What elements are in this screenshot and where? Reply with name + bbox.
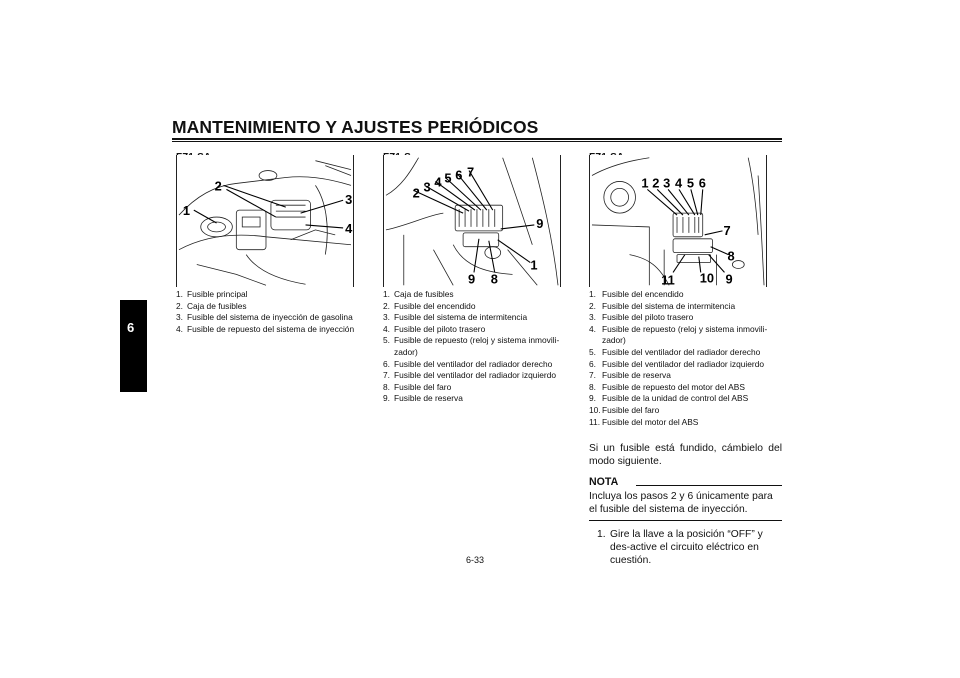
fuse-figure-3 (589, 155, 767, 287)
fig1-callout: 2 (214, 178, 222, 194)
fig3-callout: 10 (699, 270, 715, 286)
title-rule (172, 138, 782, 140)
legend-item: 2. Caja de fusibles (176, 300, 247, 311)
fig3-callout: 3 (663, 175, 671, 191)
fig1-callout: 3 (345, 192, 353, 208)
legend-item: 2. Fusible del sistema de intermitencia (589, 300, 736, 311)
fuse-figure-3-drawing (590, 155, 766, 287)
legend-item: 4. Fusible del piloto trasero (383, 323, 486, 334)
legend-item: 6. Fusible del ventilador del radiador izquierdo (589, 358, 765, 369)
fig2-callout: 1 (530, 257, 538, 273)
note-end-rule (589, 520, 782, 521)
legend-3 (589, 289, 784, 428)
chapter-tab (120, 300, 147, 392)
legend-item: 8. Fusible de repuesto del motor del ABS (589, 381, 745, 392)
fig1-callout: 1 (182, 203, 191, 219)
legend-item: 8. Fusible del faro (383, 381, 452, 392)
fuse-figure-2-drawing (384, 155, 560, 287)
chapter-tab-number: 6 (127, 320, 135, 335)
legend-item: 6. Fusible del ventilador del radiador derecho (383, 358, 553, 369)
step-text: Gire la llave a la posición “OFF” y des-active el circuito eléctrico en cuestión. (610, 529, 763, 567)
step-item (597, 528, 782, 568)
legend-item: 7. Fusible de reserva (589, 370, 671, 381)
note-text: Incluya los pasos 2 y 6 únicamente para el fusible del sistema de inyección. (589, 491, 773, 516)
legend-item: 11. Fusible del motor del ABS (589, 416, 699, 427)
legend-item: 5. Fusible del ventilador del radiador derecho (589, 346, 761, 357)
legend-item: 7. Fusible del ventilador del radiador izquierdo (383, 370, 557, 381)
legend-1 (176, 289, 371, 335)
legend-item: 1. Fusible del encendido (589, 289, 684, 299)
fuse-figure-1-drawing (177, 155, 353, 287)
fig2-callout: 9 (536, 215, 544, 231)
fuse-figure-1 (176, 155, 354, 287)
legend-item: 3. Fusible del sistema de inyección de gasolina (176, 312, 353, 323)
legend-2 (383, 289, 578, 405)
fig3-callout: 11 (661, 272, 675, 287)
fig3-callout: 7 (723, 222, 731, 238)
legend-item: 3. Fusible del sistema de intermitencia (383, 312, 528, 323)
legend-item: 5. Fusible de repuesto (reloj y sistema inmovili-zador) (383, 335, 560, 357)
legend-item: 2. Fusible del encendido (383, 300, 476, 311)
legend-item: 9. Fusible de la unidad de control del ABS (589, 393, 749, 404)
fig3-callout: 5 (686, 175, 695, 191)
page-title: MANTENIMIENTO Y AJUSTES PERIÓDICOS (172, 117, 539, 137)
note-header (589, 476, 782, 488)
fuse-figure-2 (383, 155, 561, 287)
fig1-callout: 4 (345, 220, 353, 236)
fig3-callout: 1 (641, 175, 649, 191)
page-number: 6-33 (466, 555, 485, 565)
legend-item: 1. Fusible principal (176, 289, 248, 299)
legend-item: 1. Caja de fusibles (383, 289, 454, 299)
fig2-callout: 5 (444, 170, 452, 186)
legend-item: 10. Fusible del faro (589, 404, 660, 415)
fig2-callout: 7 (467, 164, 475, 180)
legend-item: 4. Fusible de repuesto del sistema de inyección (176, 323, 355, 334)
fig2-callout: 6 (455, 167, 463, 183)
instruction-paragraph: Si un fusible está fundido, cámbielo del modo siguiente. (589, 443, 782, 468)
fig2-callout: 4 (434, 174, 442, 190)
step-number: 1. (597, 529, 606, 540)
note-label: NOTA (589, 476, 619, 488)
title-rule-thin (172, 141, 782, 142)
fig3-callout: 8 (727, 248, 735, 264)
legend-item: 3. Fusible del piloto trasero (589, 312, 694, 323)
note-rule (636, 485, 782, 486)
fig3-callout: 9 (725, 271, 733, 287)
legend-item: 9. Fusible de reserva (383, 393, 463, 404)
fig2-callout: 3 (423, 179, 431, 195)
fig3-callout: 6 (698, 175, 706, 191)
fig2-callout: 8 (490, 271, 498, 287)
fig3-callout: 2 (652, 175, 660, 191)
fig2-callout: 2 (412, 185, 420, 201)
fig3-callout: 4 (675, 175, 683, 191)
fig2-callout: 9 (468, 271, 476, 287)
legend-item: 4. Fusible de repuesto (reloj y sistema inmovili-zador) (589, 323, 768, 346)
